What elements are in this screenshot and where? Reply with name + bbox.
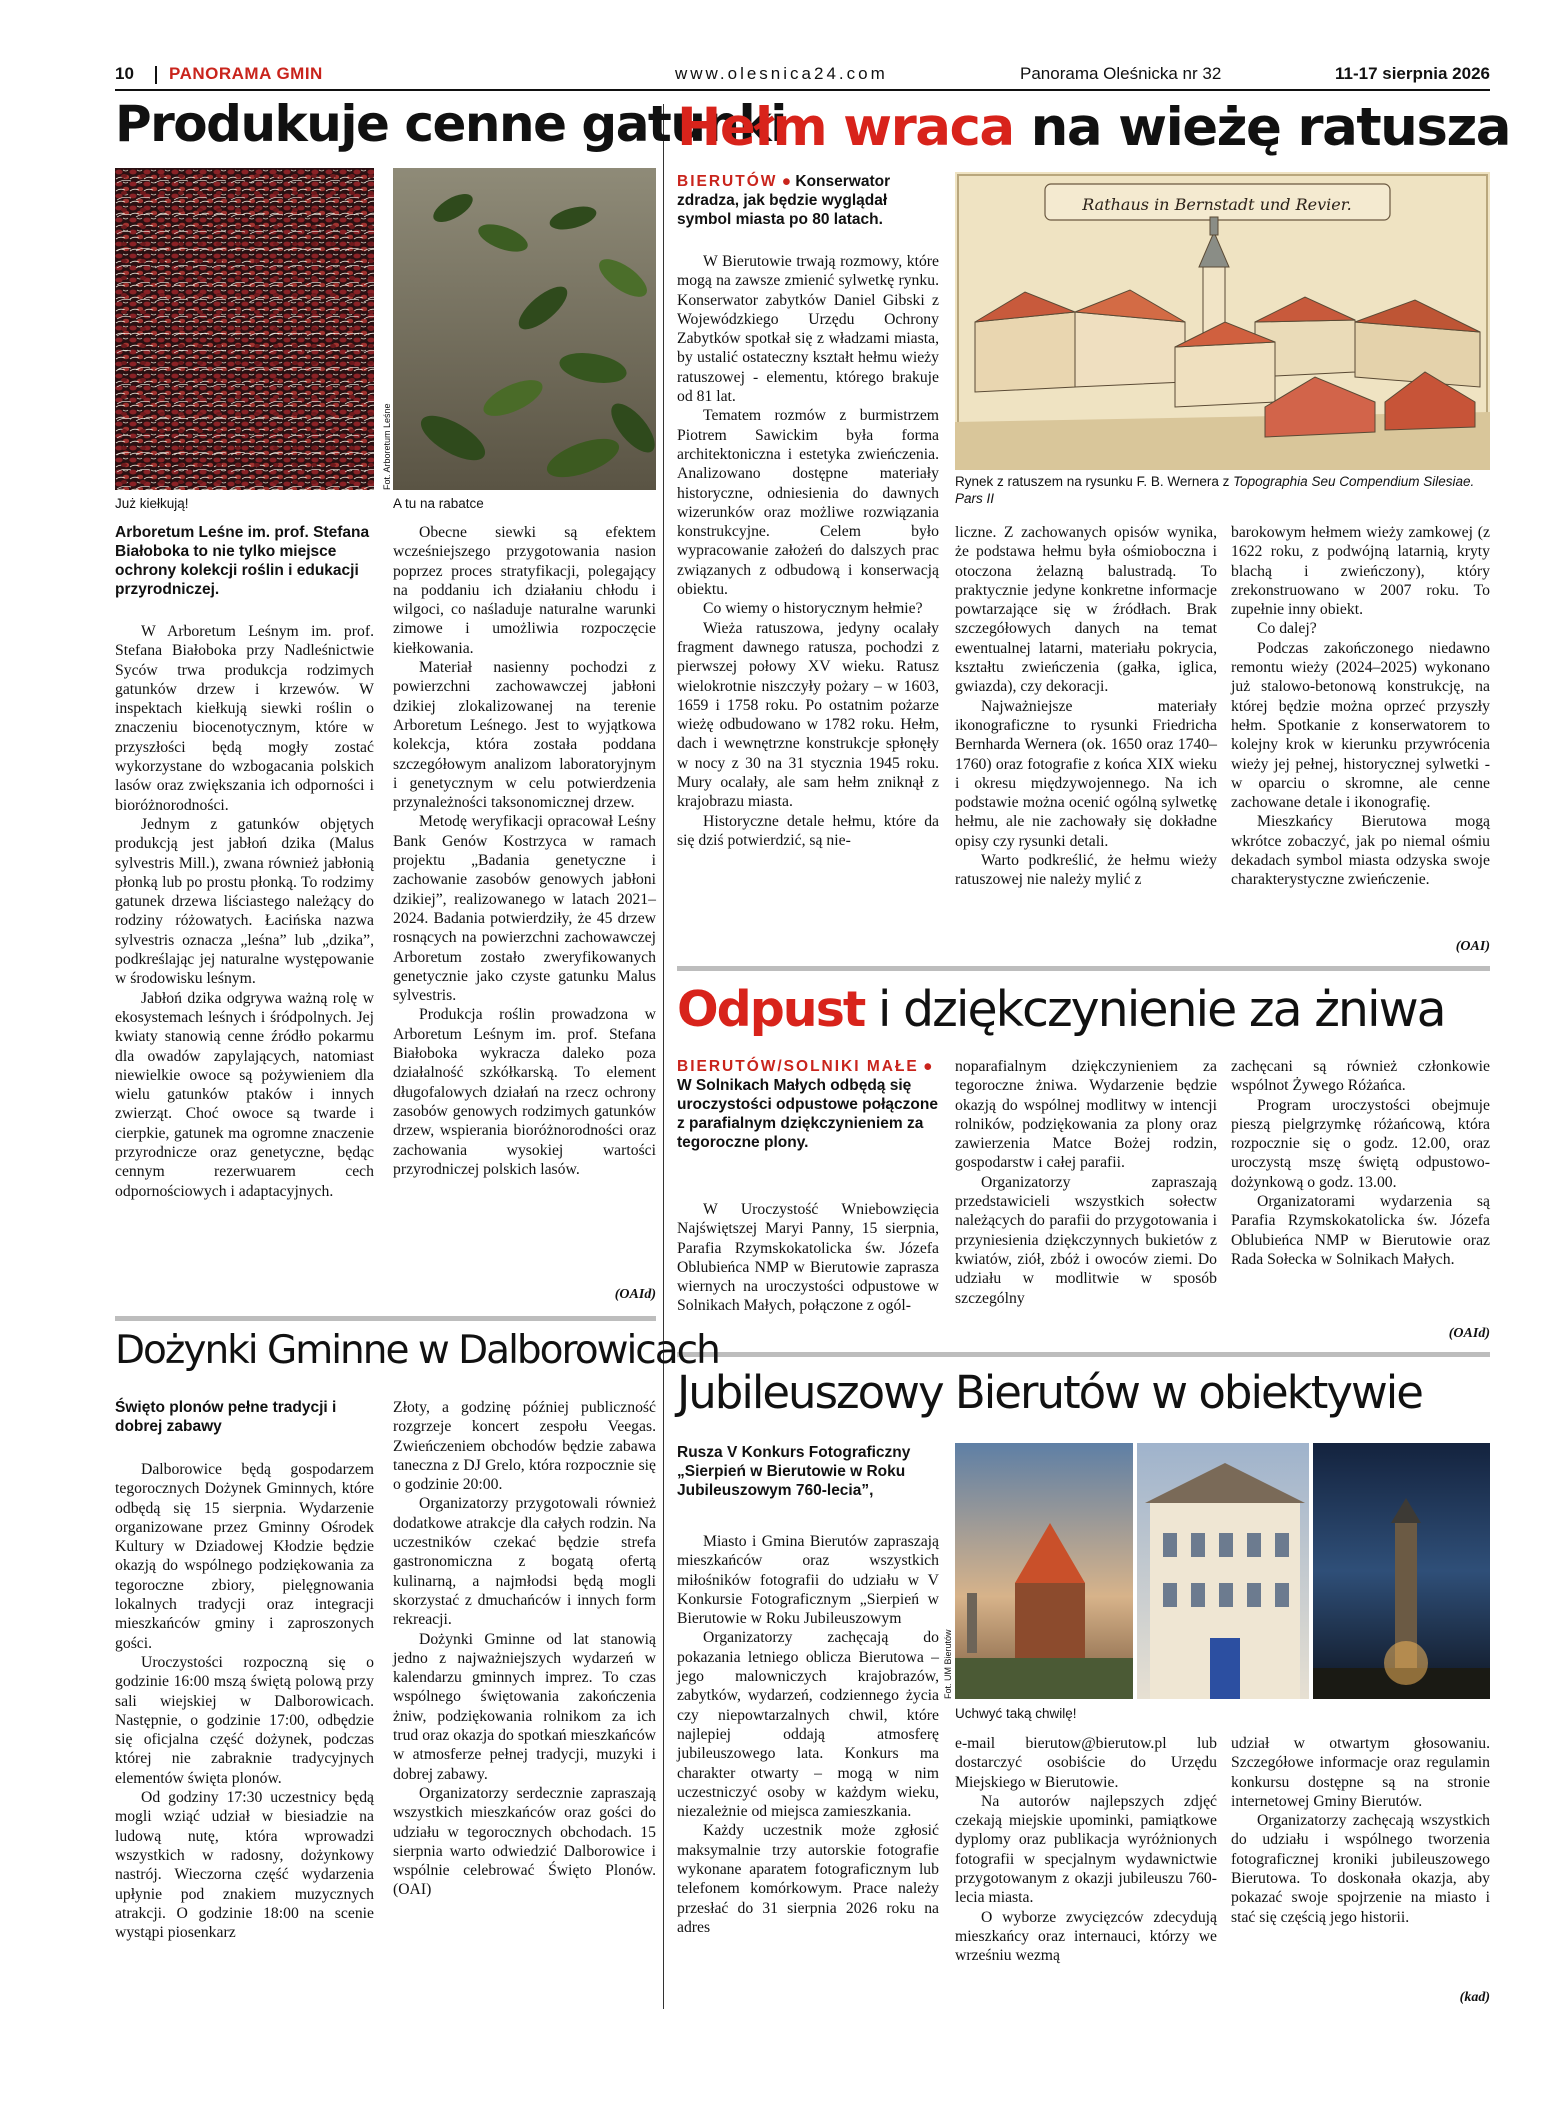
- bierutow-photos: [955, 1443, 1490, 1699]
- right-separator-1: [677, 966, 1490, 971]
- article3-lead: [677, 1057, 939, 1152]
- issue-date: 11-17 sierpnia 2026: [1334, 64, 1490, 83]
- article2-kicker: BIERUTÓW: [677, 173, 778, 190]
- paragraph: Produkcja roślin prowadzona w Arboretum Leśnym im. prof. Stefana Białoboka wykracza daleko poza działalność szkółkarską. To element długofalowych działań na rzecz ochrony zasobów genowych rodzimych gatunków drzew, wspierania bioróżnorodności oraz zachowania wysokiej wartości przyrodniczej polskich lasów.: [393, 1006, 656, 1178]
- article4-col1: [115, 1460, 374, 1942]
- paragraph: Złoty, a godzinę później publiczność rozgrzeje koncert zespołu Veegas. Zwieńczeniem obchodów będzie zabawa taneczna z DJ Grelo, która rozpocznie się o godzinie 20:00.: [393, 1399, 656, 1494]
- town-hall-drawing: [955, 172, 1490, 470]
- article3-col2: [955, 1057, 1217, 1308]
- paragraph: Organizatorzy zachęcają do pokazania letniego oblicza Bierutowa – jego malowniczych krajobrazów, zabytków, wydarzeń, codziennego życia czy niepowtarzalnych chwil, które najlepiej oddają atmosferę jubileuszowego lata. Konkurs ma charakter otwarty – mogą w nim uczestniczyć osoby w każdym wieku, niezależnie od miejsca zamieszkania.: [677, 1629, 939, 1821]
- header-rule: [115, 89, 1490, 91]
- paragraph: udział w otwartym głosowaniu. Szczegółowe informacje oraz regulamin konkursu dostępne są na stronie internetowej Gminy Bierutów.: [1231, 1735, 1490, 1810]
- paragraph: W Uroczystość Wniebowzięcia Najświętszej Maryi Panny, 15 sierpnia, Parafia Rzymskokatolicka św. Józefa Oblubieńca NMP w Bierutowie zaprasza wiernych na uroczystości odpustowe w Solnikach Małych, połączone z ogól-: [677, 1201, 939, 1315]
- page-header: [115, 64, 1490, 88]
- article5-photo-caption: Uchwyć taką chwilę!: [955, 1706, 1077, 1721]
- paragraph: Warto podkreślić, że hełmu wieży ratuszowej nie należy mylić z: [955, 852, 1217, 889]
- section-name: PANORAMA GMIN: [169, 64, 323, 83]
- paragraph: Wieża ratuszowa, jedyny ocalały fragment dawnego ratusza, pochodzi z pierwszej połowy XV wieku. Ratusz wielokrotnie niszczyły pożary – w 1603, 1659 i 1758 roku. Po ostatnim pożarze wieżę odbudowano w 1782 roku. Hełm, dach i wewnętrzne konstrukcje spłonęły w nocy z 30 na 31 stycznia 1945 roku. Mury ocalały, ale sam hełm zniknął z krajobrazu miasta.: [677, 619, 939, 811]
- drawing-title: Rathaus in Bernstadt und Revier.: [1082, 195, 1352, 214]
- issue-label: Panorama Oleśnicka nr 32: [1020, 64, 1222, 83]
- kicker-bullet: ●: [781, 173, 792, 190]
- paragraph: Organizatorzy zachęcają wszystkich do udziału i wspólnego tworzenia fotograficznej kroniki jubileuszowego Bierutowa. To doskonała okazja, aby pokazać swoje spojrzenie na miasto i stać się częścią jego historii.: [1231, 1812, 1490, 1926]
- article3-signature: (OAId): [1448, 1326, 1490, 1341]
- article5-col2: [955, 1734, 1217, 1966]
- right-separator-2: [677, 1352, 1490, 1357]
- article4-lead: Święto plonów pełne tradycji i dobrej zabawy: [115, 1399, 337, 1435]
- paragraph: Na autorów najlepszych zdjęć czekają miejskie upominki, pamiątkowe dyplomy oraz publikacja wyróżnionych fotografii w specjalnym wydawnictwie przygotowanym z okazji jubileuszu 760-lecia miasta.: [955, 1792, 1217, 1907]
- paragraph: Metodę weryfikacji opracował Leśny Bank Genów Kostrzyca w ramach projektu „Badania genetyczne i zachowanie zasobów genowych jabłoni dzikiej”, realizowanego w latach 2021–2024. Badania potwierdziły, że 45 drzew rosnących na powierzchni zachowawczej Arboretum zostało zweryfikowanych genetycznie jako czyste gatunku Malus sylvestris.: [393, 813, 656, 1005]
- rabatka-caption: A tu na rabatce: [393, 496, 484, 511]
- paragraph: Organizatorami wydarzenia są Parafia Rzymskokatolicka św. Józefa Oblubieńca NMP w Bierutowie oraz Rada Sołecka w Solnikach Małych.: [1231, 1193, 1490, 1268]
- article3-title-highlight: Odpust: [677, 981, 865, 1038]
- article5-photo-credit: Fot. UM Bierutów: [943, 1629, 953, 1699]
- seedlings-bed-image: [393, 168, 656, 490]
- paragraph: Jabłoń dzika odgrywa ważną rolę w ekosystemach leśnych i śródpolnych. Jej kwiaty stanowią cenne źródło pokarmu dla owadów zapylających, natomiast niewielkie owoce są pożywieniem dla wielu gatunków ptaków i innych zwierząt. Choć owoce są twarde i cierpkie, gatunek ma ogromne znaczenie przyrodnicze oraz genetyczne, będąc cennym rezerwuarem cech odpornościowych i adaptacyjnych.: [115, 989, 374, 1200]
- article1-signature: (OAId): [614, 1287, 656, 1302]
- article2-signature: (OAI): [1455, 939, 1490, 954]
- article2-col1: [677, 252, 939, 850]
- article1-col2: [393, 523, 656, 1179]
- article4-col2: [393, 1398, 656, 1900]
- paragraph: Każdy uczestnik może zgłosić maksymalnie trzy autorskie fotografie wykonane aparatem fotograficznym lub telefonem komórkowym. Prace należy przesłać do 31 sierpnia 2026 roku na adres: [677, 1822, 939, 1936]
- article4-title: Dożynki Gminne w Dalborowicach: [115, 1328, 719, 1373]
- article5-title: Jubileuszowy Bierutów w obiektywie: [677, 1366, 1422, 1419]
- article5-col1: [677, 1532, 939, 1937]
- article3-title-rest: i dziękczynienie za żniwa: [877, 981, 1445, 1038]
- paragraph: Dożynki Gminne od lat stanowią jedno z najważniejszych wydarzeń w kalendarzu gminnych imprez. To czas wspólnego świętowania zakończenia żniw, podziękowania rolnikom za ich trud oraz okazja do spotkań mieszkańców w atmosferze pełnej tradycji, muzyki i dobrej zabawy.: [393, 1630, 656, 1783]
- article3-kicker: BIERUTÓW/SOLNIKI MAŁE: [677, 1058, 919, 1075]
- seedlings-photo: [115, 168, 374, 490]
- left-separator: [115, 1316, 656, 1321]
- article5-col3: [1231, 1734, 1490, 1927]
- paragraph: Miasto i Gmina Bierutów zapraszają mieszkańców oraz wszystkich miłośników fotografii do udziału w V Konkursie Fotograficznym „Sierpień w Bierutowie w Roku Jubileuszowym: [677, 1533, 939, 1628]
- article1-title: Produkuje cenne gatunki: [115, 95, 786, 153]
- kicker-bullet: ●: [923, 1058, 933, 1075]
- paragraph: Historyczne detale hełmu, które da się dziś potwierdzić, są nie-: [677, 812, 939, 849]
- website-url[interactable]: www.olesnica24.com: [675, 64, 888, 83]
- paragraph: Materiał nasienny pochodzi z powierzchni zachowawczej jabłoni dzikiej zlokalizowanej na terenie Arboretum Leśnego. Jest to wyjątkowa kolekcja, która została poddana szczegółowym analizom laboratoryjnym i genetycznym w celu potwierdzenia przynależności taksonomicznej drzew.: [393, 659, 656, 812]
- subheading: Co dalej?: [1257, 620, 1317, 638]
- seeds-caption: Już kiełkują!: [115, 496, 189, 511]
- paragraph: Od godziny 17:30 uczestnicy będą mogli wziąć udział w biesiadzie na ludową nutę, która wprowadzi wszystkich w radosny, dożynkowy nastrój. Wieczorna część wydarzenia upłynie pod znakiem muzycznych atrakcji. O godzinie 18:00 na scenie wystąpi piosenkarz: [115, 1789, 374, 1942]
- seeds-image: [115, 168, 374, 490]
- article1-col1: [115, 622, 374, 1201]
- paragraph: W Arboretum Leśnym im. prof. Stefana Białoboka przy Nadleśnictwie Syców trwa produkcja rodzimych gatunków drzew i krzewów. W inspektach kiełkują siewki roślin o znaczeniu biocenotycznym, które w przyszłości będą mogły zostać wykorzystane do wzbogacania polskich lasów oraz zwiększania ich odporności i bioróżnorodności.: [115, 623, 374, 814]
- article2-title-rest: na wieżę ratusza: [1030, 97, 1511, 158]
- article2-title-highlight: Hełm wraca: [677, 97, 1014, 158]
- article1-photo-credit: Fot. Arboretum Leśne: [382, 403, 392, 490]
- werner-drawing: [955, 172, 1490, 470]
- paragraph: zachęcani są również członkowie wspólnot Żywego Różańca.: [1231, 1058, 1490, 1095]
- drawing-caption-source: Topographia Seu Compendium Silesiae. Pars II: [955, 474, 1475, 506]
- paragraph: Dalborowice będą gospodarzem tegorocznych Dożynek Gminnych, które odbędą się 15 sierpnia. Wydarzenie organizowane przez Gminny Ośrodek Kultury w Dziadowej Kłodzie będzie okazją do wspólnego podziękowania za tegoroczne zbiory, pielęgnowania lokalnych tradycji oraz integracji mieszkańców gminy i zaproszonych gości.: [115, 1461, 374, 1652]
- article2-lead-text: Konserwator zdradza, jak będzie wyglądał symbol miasta po 80 latach.: [677, 173, 891, 228]
- paragraph: O wyborze zwycięzców zdecydują mieszkańcy oraz internauci, którzy we wrześniu wezmą: [955, 1908, 1217, 1965]
- drawing-caption: [955, 473, 1490, 507]
- article3-col3: [1231, 1057, 1490, 1269]
- paragraph: Mieszkańcy Bierutowa mogą wkrótce zobaczyć, jak po niemal ośmiu dekadach symbol miasta odzyska swoje charakterystyczne zwieńczenie.: [1231, 813, 1490, 889]
- paragraph: liczne. Z zachowanych opisów wynika, że podstawa hełmu była ośmioboczna i otoczona żelazną balustradą. To praktycznie jedyne konkretne informacje powtarzające się w źródłach. Brak szczegółowych danych na temat ewentualnej latarni, materiału pokrycia, kształtu zwieńczenia (gałka, iglica, gwiazda), czy dekoracji.: [955, 524, 1217, 696]
- paragraph: Program uroczystości obejmuje pieszą pielgrzymkę różańcową, która rozpocznie się o godz. 12.00, oraz uroczystą mszę świętą odpustowo-dożynkową o godz. 13.00.: [1231, 1096, 1490, 1191]
- article2-col3: [1231, 523, 1490, 890]
- page-number: 10: [115, 64, 134, 83]
- column-divider: [663, 104, 664, 2009]
- paragraph: W Bierutowie trwają rozmowy, które mogą na zawsze zmienić sylwetkę rynku. Konserwator zabytków Daniel Gibski z Wojewódzkiego Urzędu Ochrony Zabytków spotkał się z władzami miasta, by ustalić ostateczny kształt hełmu wieży ratuszowej - elementu, którego brakuje od 81 lat.: [677, 253, 939, 406]
- bierutow-photo-strip: [955, 1443, 1490, 1699]
- article2-col2: [955, 523, 1217, 890]
- article5-lead: Rusza V Konkurs Fotograficzny „Sierpień w Bierutowie w Roku Jubileuszowym 760-lecia”,: [677, 1444, 911, 1499]
- article5-signature: (kad): [1459, 1990, 1490, 2005]
- paragraph: Jednym z gatunków objętych produkcją jest jabłoń dzika (Malus sylvestris Mill.), zwana również jabłonią płonką lub po prostu płonką. To rodzimy gatunek drzewa liściastego należący do rodziny różowatych. Łacińska nazwa sylvestris oznacza „leśna” lub „dzika”, podkreślając jej naturalne występowanie w środowisku leśnym.: [115, 815, 374, 988]
- paragraph: e-mail bierutow@bierutow.pl lub dostarczyć osobiście do Urzędu Miejskiego w Bierutowie.: [955, 1735, 1217, 1791]
- drawing-caption-text: Rynek z ratuszem na rysunku F. B. Wernera z: [955, 474, 1230, 489]
- paragraph: Najważniejsze materiały ikonograficzne to rysunki Friedricha Bernharda Wernera (ok. 1650 oraz 1740–1760) oraz fotografie z końca XIX wieku i okresu międzywojennego. Na ich podstawie można ocenić ogólną sylwetkę hełmu, ale nie zachowały się dokładne opisy czy rysunki detali.: [955, 697, 1217, 850]
- article1-lead: Arboretum Leśne im. prof. Stefana Białoboka to nie tylko miejsce ochrony kolekcji roślin i edukacji przyrodniczej.: [115, 524, 370, 598]
- paragraph: Obecne siewki są efektem wcześniejszego przygotowania nasion poprzez proces stratyfikacji, polegający na poddaniu ich działaniu chłodu i wilgoci, co naśladuje naturalne warunki zimowe i umożliwia rozpoczęcie kiełkowania.: [393, 524, 656, 657]
- subheading: Co wiemy o historycznym hełmie?: [703, 600, 923, 618]
- article3-col1: [677, 1200, 939, 1316]
- article2-lead: [677, 172, 939, 229]
- paragraph: barokowym hełmem wieży zamkowej (z 1622 roku, z podwójną latarnią, kryty blachą i zwieńczony), który zrekonstruowano w 2007 roku. To zupełnie inny obiekt.: [1231, 524, 1490, 619]
- article3-lead-text: W Solnikach Małych odbędą się uroczystości odpustowe połączone z parafialnym dziękczynieniem za tegoroczne plony.: [677, 1077, 938, 1151]
- header-divider: [155, 66, 157, 84]
- paragraph: noparafialnym dziękczynieniem za tegoroczne żniwa. Wydarzenie będzie okazją do wspólnej modlitwy w intencji rolników, podziękowania za plony oraz zawierzenia Matce Bożej rodzin, gospodarstw i całej parafii.: [955, 1058, 1217, 1172]
- paragraph: Tematem rozmów z burmistrzem Piotrem Sawickim była forma architektoniczna i estetyka zwieńczenia. Analizowano dostępne materiały historyczne, odniesienia do dawnych wizerunków oraz możliwe rozwiązania konstrukcyjne. Celem było wypracowanie założeń do dalszych prac związanych z odbudową i konserwacją obiektu.: [677, 407, 939, 599]
- paragraph: Organizatorzy serdecznie zapraszają wszystkich mieszkańców oraz gości do udziału w tegorocznych obchodach. 15 sierpnia warto odwiedzić Dalborowice i wspólnie celebrować Święto Plonów. (OAI): [393, 1784, 656, 1899]
- paragraph: Uroczystości rozpoczną się o godzinie 16:00 mszą świętą polową przy sali wiejskiej w Dalborowicach. Następnie, o godzinie 17:00, odbędzie się oficjalna część dożynek, podczas której nie zabraknie tradycyjnych elementów święta plonów.: [115, 1653, 374, 1787]
- rabatka-photo: [393, 168, 656, 490]
- paragraph: Organizatorzy zapraszają przedstawicieli wszystkich sołectw należących do parafii do przygotowania i przyniesienia dziękczynnych bukietów z kwiatów, ziół, zbóż i owoców ziemi. Do udziału w modlitwie w sposób szczególny: [955, 1173, 1217, 1307]
- article3-title: [677, 981, 1445, 1038]
- paragraph: Podczas zakończonego niedawno remontu wieży (2024–2025) wykonano już stalowo-betonową konstrukcję, na której będzie można oprzeć przyszły hełm. Spotkanie z konserwatorem to kolejny krok w kierunku przywrócenia wieży jej pełnej, historycznej sylwetki - w oparciu o skromne, ale cenne zachowane detale i ikonografię.: [1231, 639, 1490, 812]
- article2-title: [677, 97, 1511, 158]
- paragraph: Organizatorzy przygotowali również dodatkowe atrakcje dla całych rodzin. Na uczestników czekać będzie strefa gastronomiczna z bogatą ofertą kulinarną, a najmłodsi będą mogli skorzystać z dmuchańców i innych form rekreacji.: [393, 1495, 656, 1629]
